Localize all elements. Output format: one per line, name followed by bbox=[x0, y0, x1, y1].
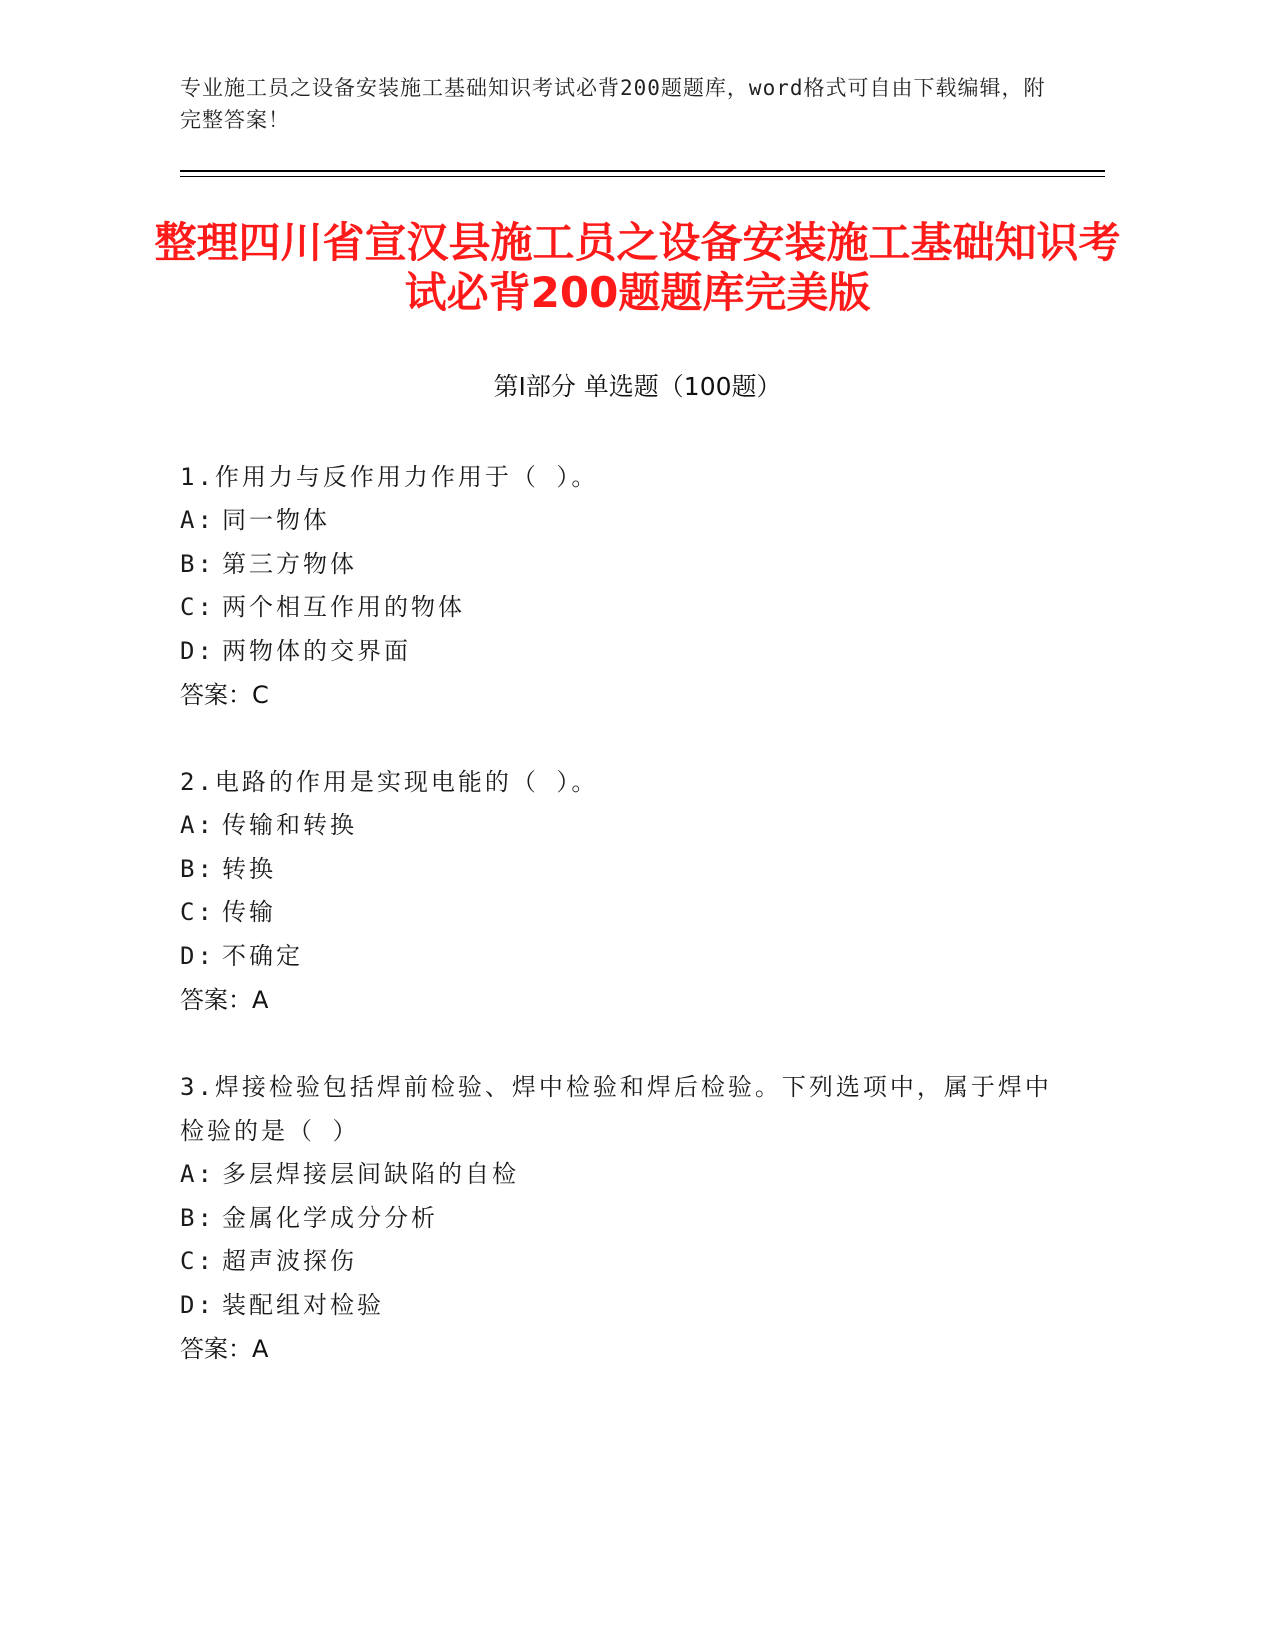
option-b bbox=[180, 543, 1060, 587]
option-d bbox=[180, 1284, 1060, 1328]
option-c bbox=[180, 586, 1060, 630]
option-key: A: bbox=[180, 811, 215, 839]
header-divider-thin bbox=[180, 176, 1105, 177]
header-divider-thick bbox=[180, 170, 1105, 172]
option-key: C: bbox=[180, 898, 215, 926]
option-b bbox=[180, 1197, 1060, 1241]
option-a bbox=[180, 1153, 1060, 1197]
option-text: 不确定 bbox=[222, 941, 303, 970]
option-a bbox=[180, 499, 1060, 543]
option-text: 转换 bbox=[222, 854, 276, 883]
question-spacer bbox=[180, 1022, 1060, 1065]
question-stem: 1.作用力与反作用力作用于（ ）。 bbox=[180, 463, 599, 491]
answer-line: 答案：A bbox=[180, 1335, 269, 1363]
option-key: B: bbox=[180, 1203, 215, 1232]
document-title: 整理四川省宣汉县施工员之设备安装施工基础知识考试必背200题题库完美版 bbox=[154, 218, 1121, 317]
option-text: 装配组对检验 bbox=[222, 1290, 384, 1319]
option-key: C: bbox=[180, 593, 215, 621]
question-3 bbox=[180, 1065, 1060, 1371]
question-list bbox=[180, 455, 1060, 1371]
option-text: 多层焊接层间缺陷的自检 bbox=[222, 1160, 519, 1188]
question-stem: 2.电路的作用是实现电能的（ ）。 bbox=[180, 768, 599, 796]
option-key: A: bbox=[180, 1160, 215, 1188]
option-text: 金属化学成分分析 bbox=[222, 1203, 438, 1232]
option-key: D: bbox=[180, 636, 215, 665]
option-text: 超声波探伤 bbox=[222, 1247, 357, 1275]
option-a bbox=[180, 804, 1060, 848]
option-d bbox=[180, 630, 1060, 674]
question-stem: 3.焊接检验包括焊前检验、焊中检验和焊后检验。下列选项中，属于焊中检验的是（ ） bbox=[180, 1073, 1052, 1145]
option-key: A: bbox=[180, 506, 215, 534]
option-d bbox=[180, 935, 1060, 979]
answer-line: 答案：C bbox=[180, 681, 269, 709]
option-text: 传输 bbox=[222, 898, 276, 926]
option-b bbox=[180, 848, 1060, 892]
answer-line: 答案：A bbox=[180, 986, 269, 1014]
option-text: 两个相互作用的物体 bbox=[222, 593, 465, 621]
option-key: D: bbox=[180, 1290, 215, 1319]
option-c bbox=[180, 891, 1060, 935]
option-text: 两物体的交界面 bbox=[222, 636, 411, 665]
header-note: 专业施工员之设备安装施工基础知识考试必背200题题库，word格式可自由下载编辑，附完整答案！ bbox=[180, 76, 1046, 132]
option-key: C: bbox=[180, 1247, 215, 1275]
option-text: 同一物体 bbox=[222, 506, 330, 534]
question-spacer bbox=[180, 717, 1060, 760]
section-title: 第Ⅰ部分 单选题（100题） bbox=[493, 372, 782, 401]
option-key: D: bbox=[180, 941, 215, 970]
option-key: B: bbox=[180, 549, 215, 578]
question-2 bbox=[180, 760, 1060, 1022]
option-c bbox=[180, 1240, 1060, 1284]
question-1 bbox=[180, 455, 1060, 717]
option-text: 传输和转换 bbox=[222, 811, 357, 839]
option-text: 第三方物体 bbox=[222, 549, 357, 578]
option-key: B: bbox=[180, 854, 215, 883]
